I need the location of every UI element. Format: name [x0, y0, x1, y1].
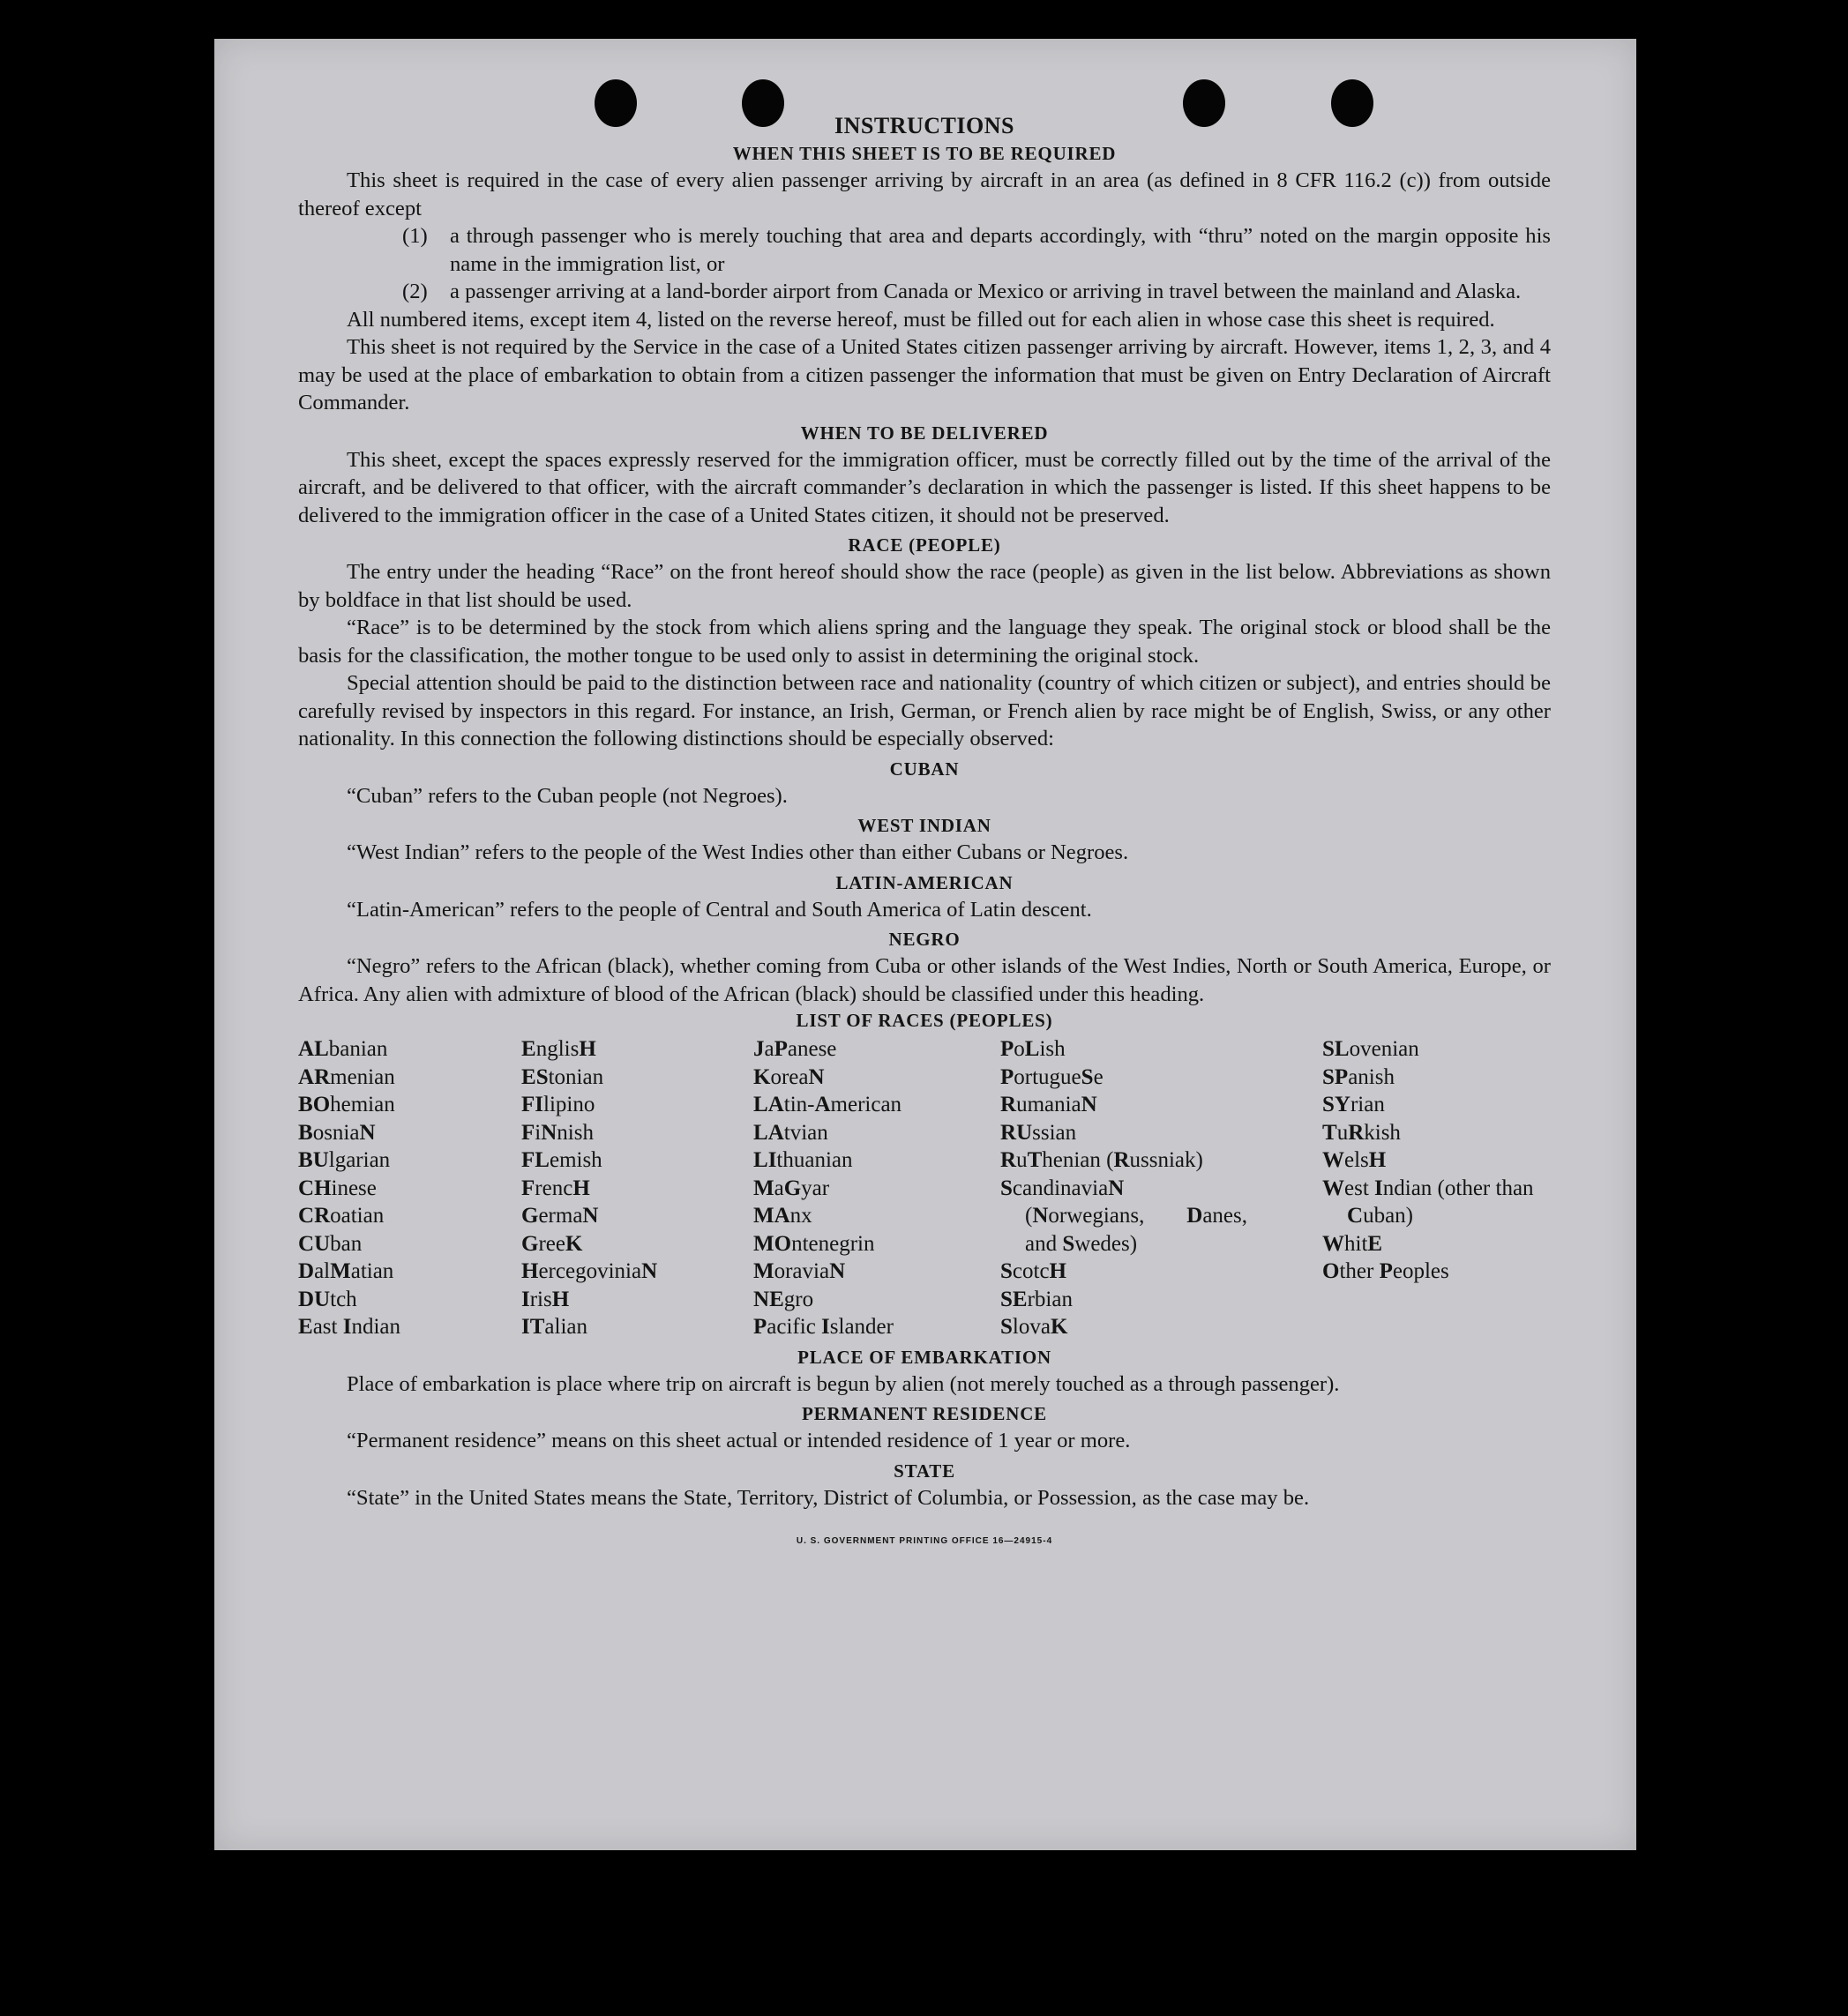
race-list — [298, 1035, 1551, 1341]
race-entry: WhitE — [1322, 1231, 1383, 1256]
section-heading: CUBAN — [889, 758, 960, 780]
paragraph: The entry under the heading “Race” on the front hereof should show the race (people) as given in the list below. Abbreviations as shown by boldface in that list should be used. — [298, 560, 1551, 612]
race-entry: PoLish — [1000, 1037, 1066, 1061]
race-entry: MaGyar — [753, 1176, 830, 1200]
race-entry: SYrian — [1322, 1093, 1385, 1116]
paragraph: Place of embarkation is place where trip on aircraft is begun by alien (not merely touched as a through passenger). — [347, 1371, 1340, 1396]
paragraph: “State” in the United States means the State, Territory, District of Columbia, or Possession, as the case may be. — [347, 1485, 1310, 1510]
race-entry: SErbian — [1000, 1287, 1073, 1311]
race-entry: BosniaN — [298, 1120, 376, 1145]
race-entry: FrencH — [521, 1176, 590, 1200]
paragraph: “Cuban” refers to the Cuban people (not Negroes). — [347, 783, 788, 808]
printer-imprint: U. S. GOVERNMENT PRINTING OFFICE 16—24915-4 — [796, 1536, 1053, 1546]
race-entry: SPanish — [1322, 1064, 1395, 1089]
paragraph: This sheet, except the spaces expressly reserved for the immigration officer, must be correctly filled out by the time of the arrival of the aircraft, and be delivered to that officer, with the aircraft commander’s declaration in which the passenger is listed. If this sheet happens to be delivered to the immigration officer in the case of a United States citizen, it should not be preserved. — [298, 447, 1551, 527]
race-entry: FLemish — [521, 1148, 602, 1172]
race-column — [521, 1035, 753, 1341]
race-entry: ScotcH — [1000, 1259, 1066, 1283]
race-entry: SlovaK — [1000, 1315, 1068, 1339]
race-entry: Other Peoples — [1322, 1259, 1449, 1283]
race-entry: SLovenian — [1322, 1037, 1419, 1061]
race-entry: Pacific Islander — [753, 1315, 894, 1339]
race-entry: HercegoviniaN — [521, 1259, 658, 1283]
race-entry: EStonian — [521, 1064, 604, 1089]
section-heading: WHEN TO BE DELIVERED — [800, 422, 1049, 444]
race-entry: ARmenian — [298, 1064, 395, 1089]
section-heading: WHEN THIS SHEET IS TO BE REQUIRED — [732, 143, 1117, 164]
section-heading: LIST OF RACES (PEOPLES) — [796, 1010, 1053, 1031]
section-heading: PLACE OF EMBARKATION — [797, 1346, 1051, 1368]
race-entry: MOntenegrin — [753, 1231, 875, 1256]
section-heading: RACE (PEOPLE) — [848, 534, 1001, 556]
section-heading: STATE — [894, 1460, 955, 1482]
race-entry: JaPanese — [753, 1037, 837, 1061]
paragraph: Special attention should be paid to the distinction between race and nationality (country of which citizen or subject), and entries should be carefully revised by inspectors in this regard. For instance, an Irish, German, or French alien by race might be of English, Swiss, or any other nationality. In this connection the following distinctions should be especially observed: — [298, 671, 1551, 750]
paragraph: All numbered items, except item 4, listed on the reverse hereof, must be filled out for each alien in whose case this sheet is required. — [347, 307, 1495, 332]
race-entry: LAtin-American — [753, 1093, 902, 1116]
item-text: a passenger arriving at a land-border airport from Canada or Mexico or arriving in travel between the mainland and Alaska. — [450, 280, 1522, 303]
race-entry: MAnx — [753, 1204, 812, 1228]
section-heading: NEGRO — [888, 929, 961, 950]
race-entry: NEgro — [753, 1287, 814, 1311]
race-entry: West Indian (other than Cuban) — [1322, 1176, 1534, 1228]
race-entry: LAtvian — [753, 1120, 828, 1145]
race-entry: FiNnish — [521, 1120, 594, 1145]
race-entry: RumaniaN — [1000, 1093, 1097, 1116]
race-entry: BUlgarian — [298, 1148, 391, 1172]
paragraph: “Negro” refers to the African (black), whether coming from Cuba or other islands of the West Indies, North or South America, Europe, or Africa. Any alien with admixture of blood of the African (black) should be classified under this heading. — [298, 954, 1551, 1006]
race-column — [1000, 1035, 1247, 1341]
race-entry: FIlipino — [521, 1093, 595, 1116]
paragraph: “Race” is to be determined by the stock from which aliens spring and the language they speak. The original stock or blood shall be the basis for the classification, the mother tongue to be used only to assist in determining the original stock. — [298, 616, 1551, 668]
race-column — [298, 1035, 521, 1341]
section-heading: LATIN-AMERICAN — [835, 871, 1014, 893]
race-entry: ITalian — [521, 1315, 588, 1339]
document-page — [214, 39, 1636, 1850]
instructions-text — [298, 111, 1551, 1556]
race-entry: East Indian — [298, 1315, 400, 1339]
race-entry: PortugueSe — [1000, 1064, 1104, 1089]
race-entry: GreeK — [521, 1231, 583, 1256]
paragraph: “Permanent residence” means on this sheet actual or intended residence of 1 year or more. — [347, 1429, 1131, 1452]
page-title: INSTRUCTIONS — [834, 113, 1014, 138]
race-entry: ALbanian — [298, 1037, 388, 1061]
item-text: a through passenger who is merely touching that area and departs accordingly, with “thru” noted on the margin opposite his name in the immigration list, or — [450, 224, 1551, 276]
paragraph: “Latin-American” refers to the people of Central and South America of Latin descent. — [347, 897, 1092, 922]
race-entry: DalMatian — [298, 1259, 394, 1283]
race-entry: ScandinaviaN (Norwegians, Danes, and Swedes) — [1000, 1176, 1247, 1256]
race-entry: CUban — [298, 1231, 363, 1256]
race-entry: DUtch — [298, 1287, 357, 1311]
paragraph: This sheet is not required by the Service in the case of a United States citizen passenger arriving by aircraft. However, items 1, 2, 3, and 4 may be used at the place of embarkation to obtain from a citizen passenger the information that must be given on Entry Declaration of Aircraft Commander. — [298, 335, 1551, 414]
race-entry: KoreaN — [753, 1064, 825, 1089]
race-entry: IrisH — [521, 1287, 570, 1311]
item-number: (1) — [402, 224, 428, 248]
race-entry: BOhemian — [298, 1093, 395, 1116]
race-entry: CRoatian — [298, 1204, 385, 1228]
paragraph: “West Indian” refers to the people of the West Indies other than either Cubans or Negroes. — [347, 840, 1129, 864]
race-entry: WelsH — [1322, 1148, 1387, 1172]
list-item — [402, 278, 1551, 306]
section-heading: PERMANENT RESIDENCE — [802, 1403, 1047, 1424]
list-item — [402, 222, 1551, 278]
race-entry: EnglisH — [521, 1037, 596, 1061]
race-entry: GermaN — [521, 1204, 599, 1228]
race-entry: CHinese — [298, 1176, 377, 1200]
section-heading: WEST INDIAN — [857, 815, 991, 836]
race-entry: MoraviaN — [753, 1259, 846, 1283]
race-column — [753, 1035, 1000, 1341]
race-entry: RUssian — [1000, 1120, 1077, 1145]
race-entry: LIthuanian — [753, 1148, 853, 1172]
race-entry: TuRkish — [1322, 1120, 1401, 1145]
paragraph: This sheet is required in the case of every alien passenger arriving by aircraft in an area (as defined in 8 CFR 116.2 (c)) from outside thereof except — [298, 168, 1551, 220]
race-column — [1322, 1035, 1547, 1341]
race-entry: RuThenian (Russniak) — [1000, 1148, 1203, 1172]
item-number: (2) — [402, 280, 428, 303]
